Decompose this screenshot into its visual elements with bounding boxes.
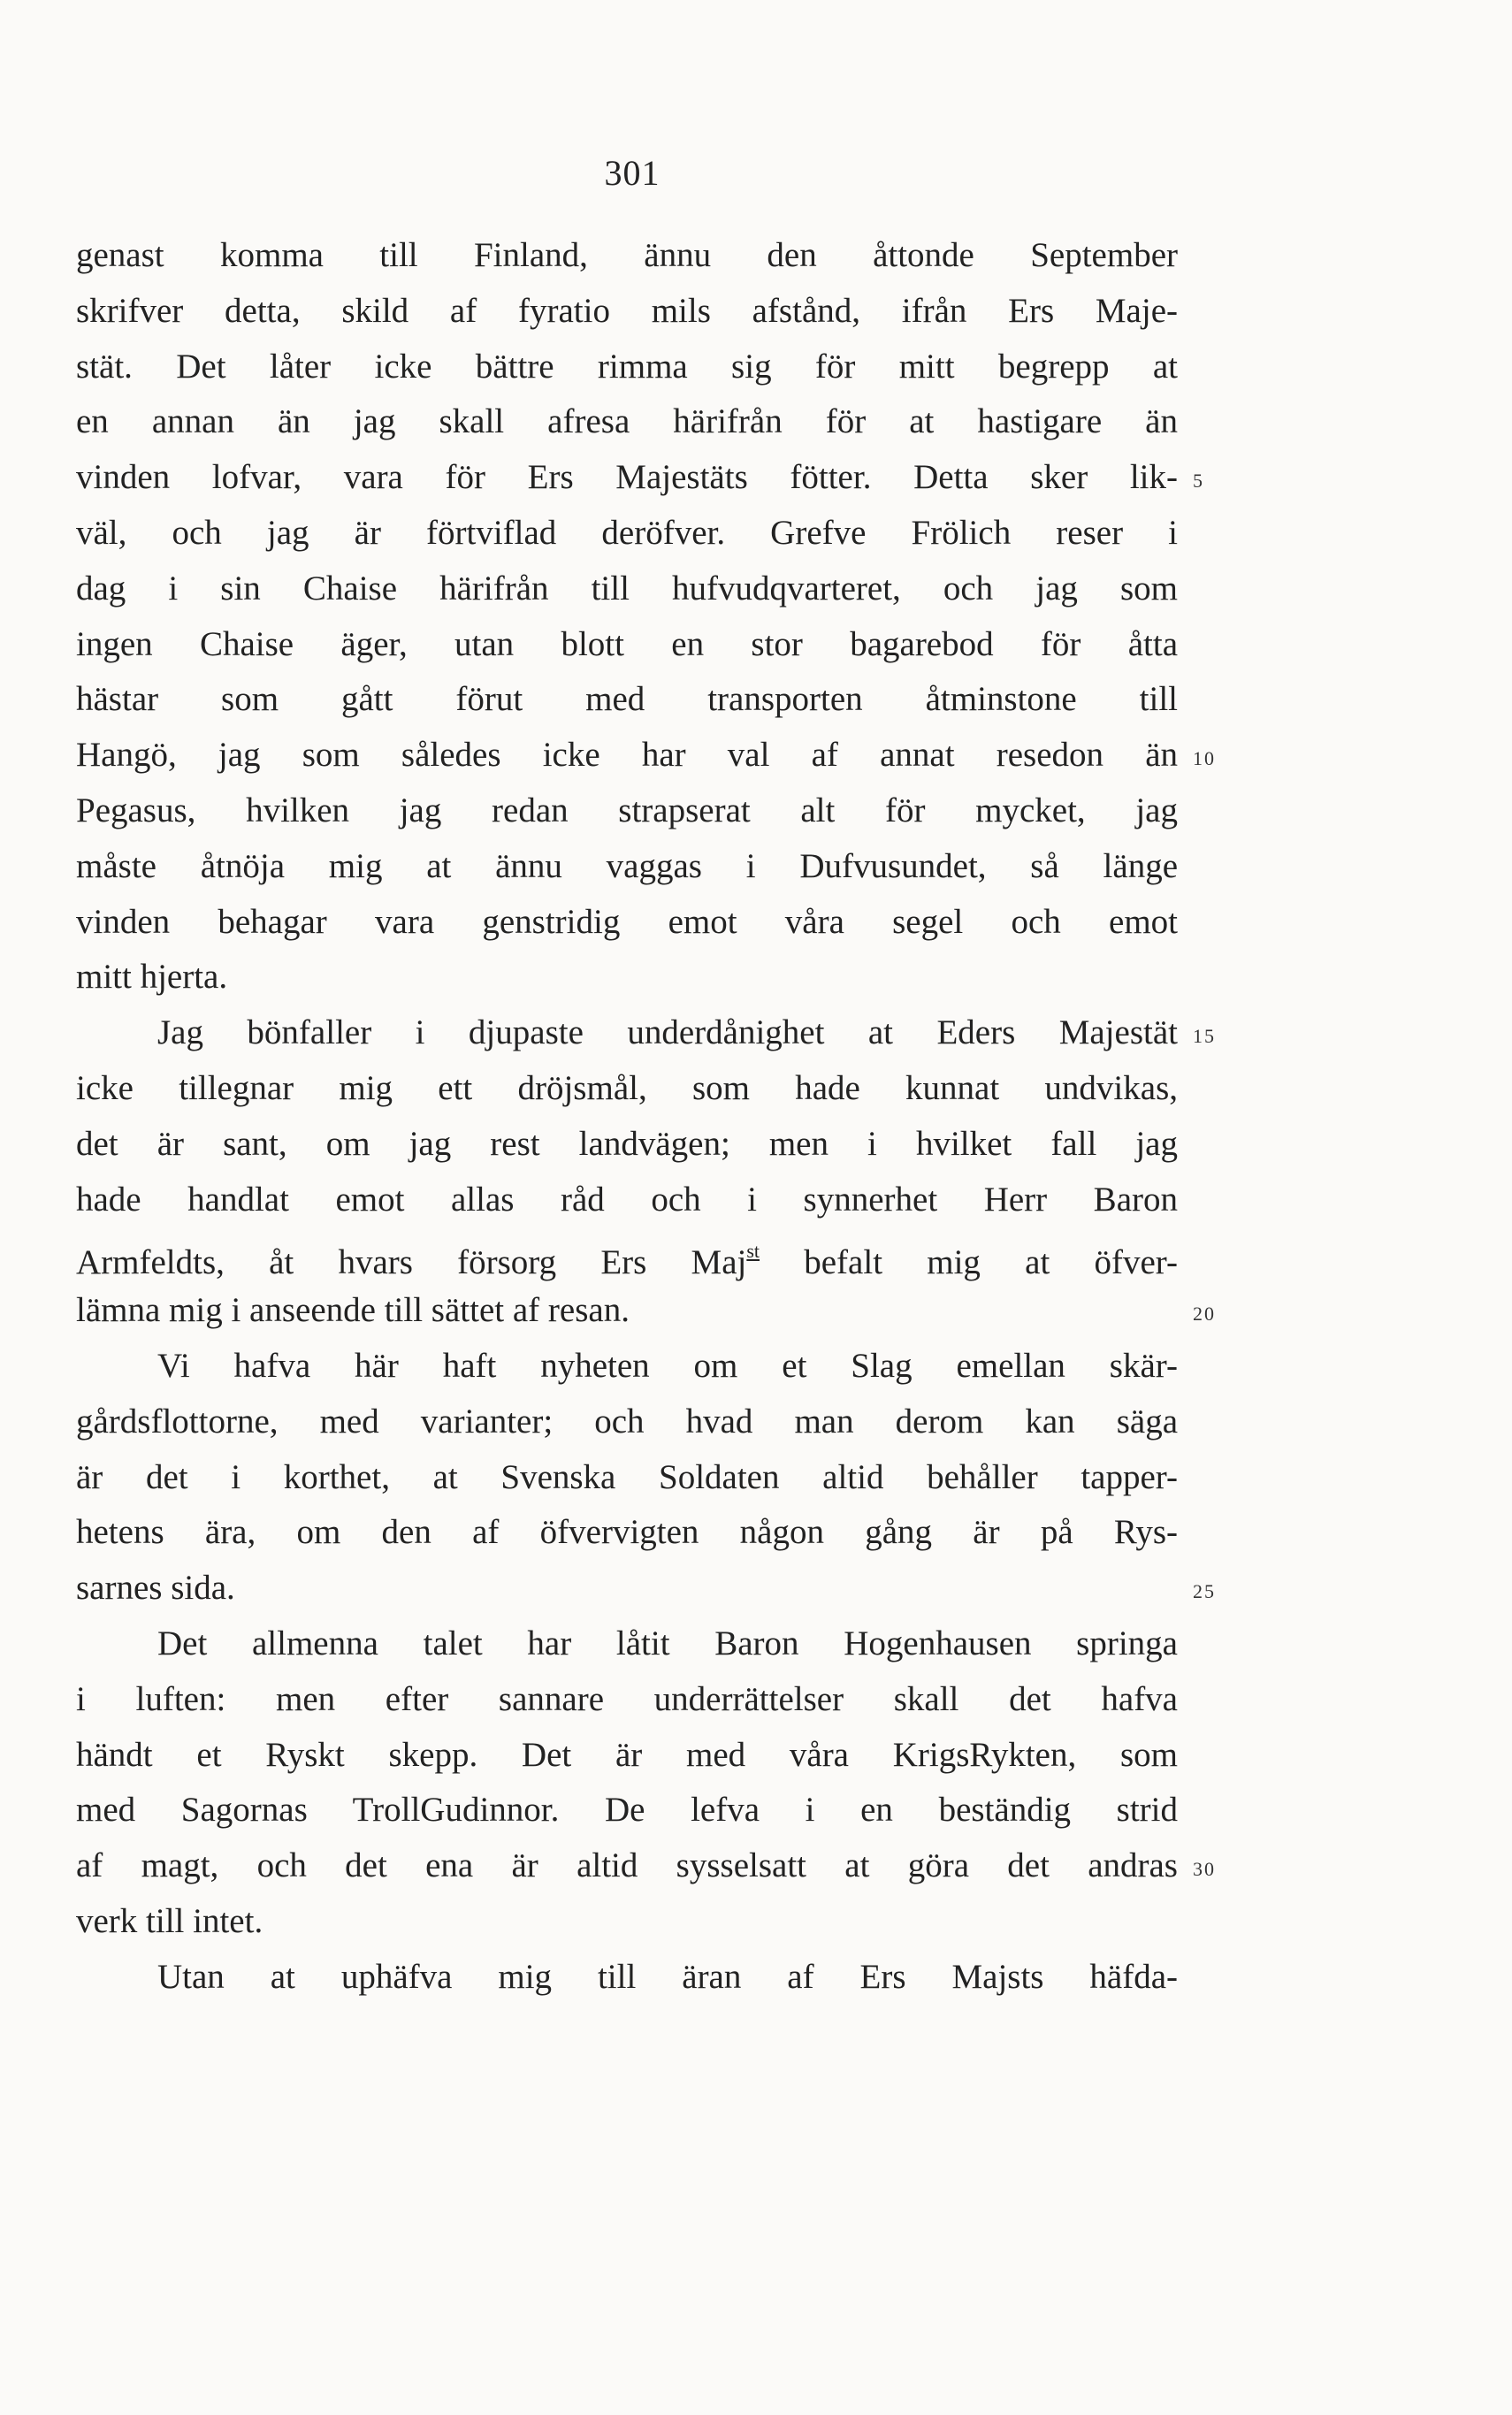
- text-line: [76, 672, 1178, 728]
- line-text: lämna mig i anseende till sättet af resan.: [76, 1291, 630, 1330]
- body-text: [76, 228, 1216, 2006]
- line-number: 30: [1193, 1858, 1216, 1881]
- line-text: händt et Ryskt skepp. Det är med våra KrigsRykten, som: [76, 1735, 1178, 1774]
- page-number: 301: [604, 153, 661, 193]
- text-line: [76, 562, 1178, 617]
- text-line: [76, 728, 1216, 783]
- line-number: 5: [1193, 470, 1204, 493]
- line-text-start: Armfeldts, åt hvars försorg Ers Maj: [76, 1243, 747, 1282]
- line-text: mitt hjerta.: [76, 958, 228, 997]
- line-text: Pegasus, hvilken jag redan strapserat alt för mycket, jag: [76, 791, 1178, 829]
- text-line: [76, 1672, 1178, 1728]
- line-text: är det i korthet, at Svenska Soldaten altid behåller tapper-: [76, 1457, 1178, 1496]
- line-text: sarnes sida.: [76, 1569, 235, 1608]
- line-text: vinden behagar vara genstridig emot våra segel och emot: [76, 902, 1178, 941]
- text-line: [76, 1450, 1178, 1506]
- line-text: dag i sin Chaise härifrån till hufvudqvarteret, och jag som: [76, 569, 1178, 608]
- text-line: [76, 1173, 1178, 1228]
- text-line: [76, 783, 1178, 839]
- line-text: ingen Chaise äger, utan blott en stor bagarebod för åtta: [76, 624, 1178, 663]
- line-text: [76, 1240, 1178, 1282]
- line-number: 15: [1193, 1025, 1216, 1048]
- text-line: [76, 1783, 1178, 1838]
- text-line: [76, 1005, 1216, 1061]
- text-line: [76, 617, 1178, 673]
- text-line: [76, 1838, 1216, 1894]
- text-line: [76, 506, 1178, 562]
- text-line: [76, 1728, 1178, 1784]
- text-line: [76, 284, 1178, 340]
- line-text: Jag bönfaller i djupaste underdånighet at Eders Majestät: [157, 1013, 1178, 1052]
- line-number: 10: [1193, 747, 1216, 770]
- line-text: gårdsflottorne, med varianter; och hvad man derom kan säga: [76, 1402, 1178, 1441]
- text-line: [76, 1950, 1178, 2006]
- line-text: med Sagornas TrollGudinnor. De lefva i en beständig strid: [76, 1791, 1178, 1830]
- line-text-end: befalt mig at öfver-: [760, 1243, 1178, 1282]
- abbreviation-superscript: st: [746, 1240, 760, 1263]
- text-line: [76, 1505, 1178, 1561]
- text-line: [76, 950, 1178, 1005]
- text-line: [76, 340, 1178, 395]
- text-line: [76, 1561, 1216, 1616]
- text-line: [76, 1894, 1178, 1950]
- line-number: 20: [1193, 1303, 1216, 1326]
- text-line: [76, 1339, 1178, 1395]
- line-text: en annan än jag skall afresa härifrån för at hastigare än: [76, 402, 1178, 441]
- line-text: Hangö, jag som således icke har val af annat resedon än: [76, 736, 1178, 775]
- line-text: stät. Det låter icke bättre rimma sig för mitt begrepp at: [76, 347, 1178, 386]
- line-text: i luften: men efter sannare underrättelser skall det hafva: [76, 1679, 1178, 1718]
- text-line: [76, 1061, 1178, 1117]
- line-text: måste åtnöja mig at ännu vaggas i Dufvusundet, så länge: [76, 846, 1178, 885]
- text-line: [76, 1227, 1178, 1283]
- line-text: det är sant, om jag rest landvägen; men i hvilket fall jag: [76, 1124, 1178, 1163]
- text-line: [76, 1616, 1178, 1672]
- text-line: [76, 1283, 1216, 1339]
- line-text: hästar som gått förut med transporten åtminstone till: [76, 680, 1178, 719]
- text-line: [76, 1395, 1178, 1450]
- line-text: icke tillegnar mig ett dröjsmål, som hade kunnat undvikas,: [76, 1068, 1178, 1107]
- text-line: [76, 228, 1178, 284]
- text-line: [76, 839, 1178, 895]
- line-text: hetens ära, om den af öfvervigten någon gång är på Rys-: [76, 1513, 1178, 1552]
- line-text: Vi hafva här haft nyheten om et Slag emellan skär-: [157, 1346, 1178, 1385]
- line-text: verk till intet.: [76, 1901, 263, 1940]
- line-text: Utan at uphäfva mig till äran af Ers Majsts häfda-: [157, 1957, 1178, 1996]
- line-text: genast komma till Finland, ännu den åttonde September: [76, 236, 1178, 274]
- line-text: hade handlat emot allas råd och i synnerhet Herr Baron: [76, 1180, 1178, 1219]
- line-text: Det allmenna talet har låtit Baron Hogenhausen springa: [157, 1624, 1178, 1662]
- text-line: [76, 394, 1178, 450]
- line-text: af magt, och det ena är altid sysselsatt at göra det andras: [76, 1846, 1178, 1885]
- line-text: skrifver detta, skild af fyratio mils afstånd, ifrån Ers Maje-: [76, 291, 1178, 330]
- line-text: vinden lofvar, vara för Ers Majestäts fötter. Detta sker lik-: [76, 458, 1178, 497]
- text-line: [76, 895, 1178, 951]
- text-line: [76, 450, 1204, 506]
- line-number: 25: [1193, 1580, 1216, 1603]
- line-text: väl, och jag är förtviflad deröfver. Grefve Frölich reser i: [76, 513, 1178, 552]
- text-line: [76, 1117, 1178, 1173]
